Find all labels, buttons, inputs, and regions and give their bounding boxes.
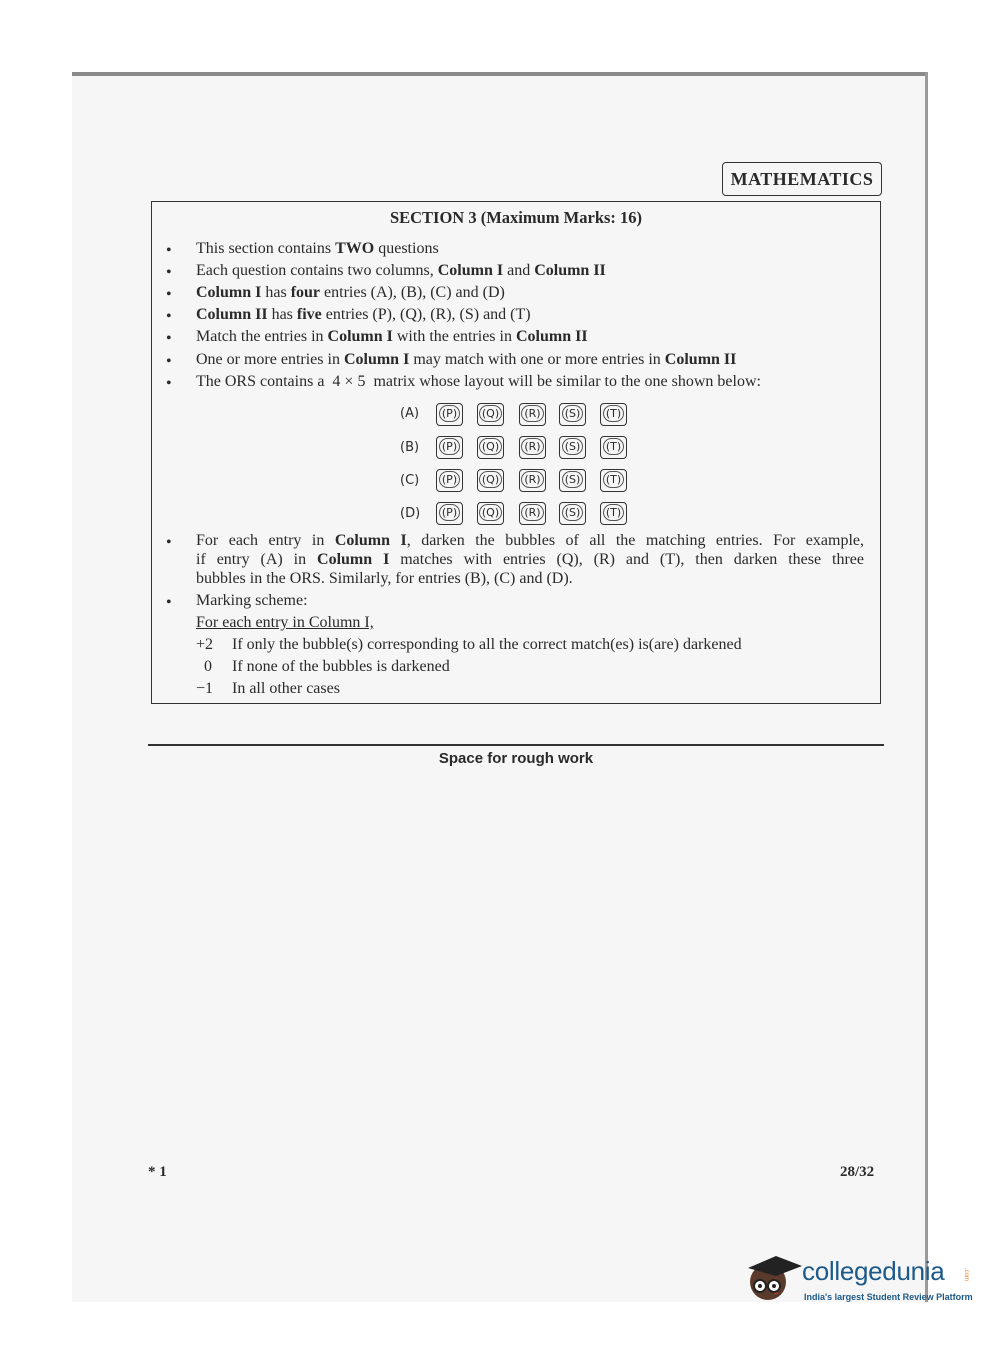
bubble: (P)	[436, 403, 463, 426]
logo-suffix: .com	[963, 1268, 969, 1282]
matrix-row-label: (C)	[400, 473, 420, 488]
bubble: (S)	[559, 469, 586, 492]
bubble: (S)	[559, 502, 586, 525]
instruction-line: Match the entries in Column I with the entries in Column II	[196, 328, 588, 345]
instructions-box	[151, 201, 881, 704]
matrix-row-label: (A)	[400, 406, 420, 421]
matrix-row-label: (B)	[400, 440, 420, 455]
instruction-line: Column II has five entries (P), (Q), (R), (S) and (T)	[196, 306, 531, 323]
bullet-dot: •	[166, 242, 172, 259]
bubble: (R)	[519, 469, 546, 492]
mascot-icon	[742, 1248, 804, 1310]
mark-text: If none of the bubbles is darkened	[232, 658, 450, 675]
bubble: (T)	[600, 469, 627, 492]
example-line: For each entry in Column I, darken the bubbles of all the matching entries. For example,	[196, 532, 864, 549]
bullet-dot: •	[166, 594, 172, 611]
collegedunia-logo	[742, 1248, 978, 1310]
marking-sub: For each entry in Column I,	[196, 614, 374, 631]
instruction-line: The ORS contains a 4 × 5 matrix whose layout will be similar to the one shown below:	[196, 373, 761, 390]
bullet-dot: •	[166, 308, 172, 325]
bubble: (S)	[559, 403, 586, 426]
mark-score: +2	[196, 636, 214, 653]
bubble: (T)	[600, 436, 627, 459]
bubble: (R)	[519, 502, 546, 525]
section-title: SECTION 3 (Maximum Marks: 16)	[389, 208, 643, 227]
bubble: (P)	[436, 502, 463, 525]
bullet-dot: •	[166, 375, 172, 392]
rough-work-divider	[148, 744, 884, 746]
example-line: bubbles in the ORS. Similarly, for entries (B), (C) and (D).	[196, 570, 573, 587]
instruction-line: This section contains TWO questions	[196, 240, 439, 257]
bubble: (T)	[600, 502, 627, 525]
page-number: 28/32	[840, 1164, 875, 1180]
bubble: (S)	[559, 436, 586, 459]
bubble: (Q)	[477, 403, 504, 426]
bullet-dot: •	[166, 286, 172, 303]
mark-score: −1	[196, 680, 214, 697]
logo-name: collegedunia	[802, 1256, 945, 1286]
subject-label: MATHEMATICS	[722, 162, 882, 196]
instruction-line: Each question contains two columns, Column I and Column II	[196, 262, 606, 279]
instruction-line: Column I has four entries (A), (B), (C) and (D)	[196, 284, 505, 301]
bubble: (R)	[519, 403, 546, 426]
page-top-edge	[72, 72, 928, 76]
bubble: (Q)	[477, 469, 504, 492]
footer-code: * 1	[148, 1164, 167, 1180]
rough-work-label: Space for rough work	[438, 750, 594, 767]
page-right-edge	[925, 72, 928, 1302]
bullet-dot: •	[166, 264, 172, 281]
bubble: (Q)	[477, 436, 504, 459]
matrix-row-label: (D)	[400, 506, 421, 521]
mark-text: If only the bubble(s) corresponding to all the correct match(es) is(are) darkened	[232, 636, 742, 653]
marking-label: Marking scheme:	[196, 592, 308, 609]
bubble: (T)	[600, 403, 627, 426]
bubble: (P)	[436, 469, 463, 492]
mark-score: 0	[204, 658, 212, 675]
bullet-dot: •	[166, 534, 172, 551]
bullet-dot: •	[166, 353, 172, 370]
bubble: (P)	[436, 436, 463, 459]
bubble: (R)	[519, 436, 546, 459]
instruction-line: One or more entries in Column I may match with one or more entries in Column II	[196, 351, 737, 368]
bullet-dot: •	[166, 330, 172, 347]
bubble: (Q)	[477, 502, 504, 525]
example-line: if entry (A) in Column I matches with entries (Q), (R) and (T), then darken these three	[196, 551, 864, 568]
logo-tagline: India's largest Student Review Platform	[804, 1292, 973, 1302]
mark-text: In all other cases	[232, 680, 340, 697]
